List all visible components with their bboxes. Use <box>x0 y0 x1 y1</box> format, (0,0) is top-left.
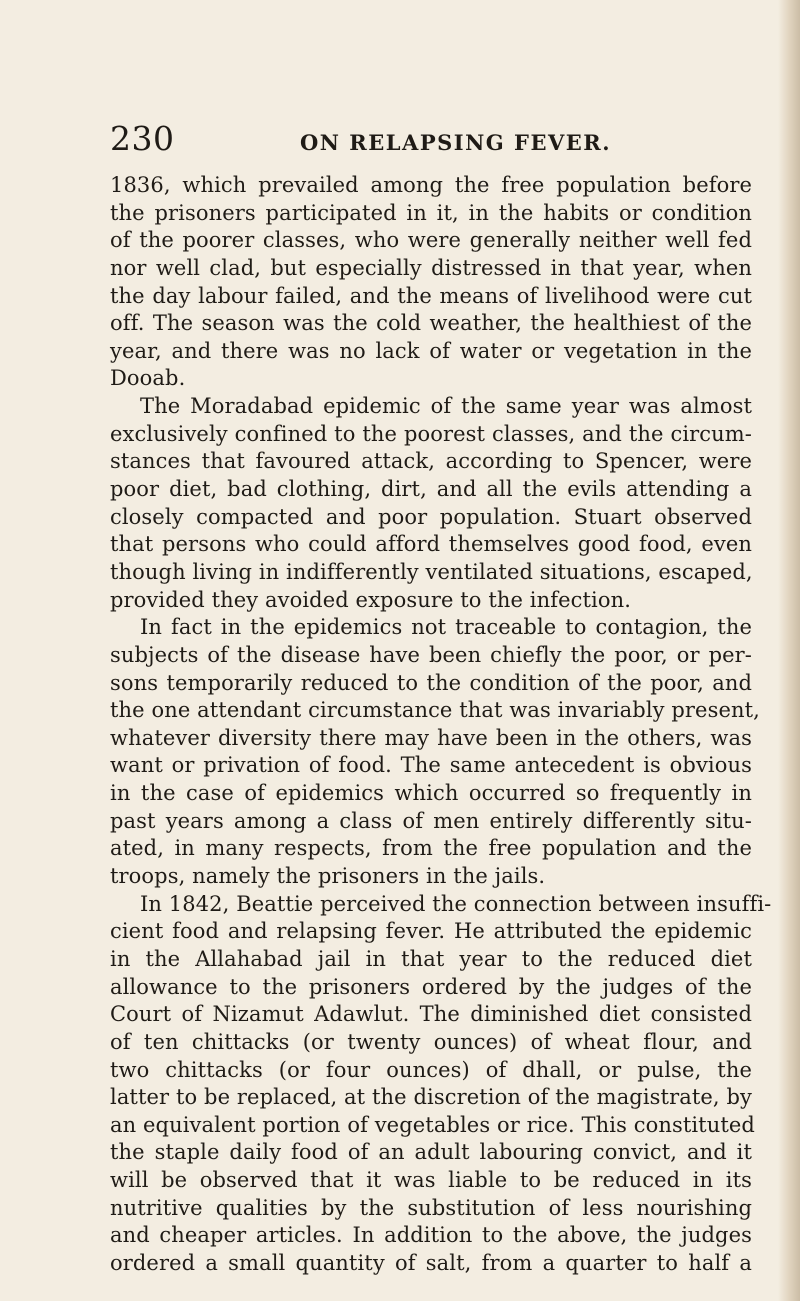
text-line-25: ated, in many respects, from the free population and the <box>110 836 752 861</box>
running-title: ON RELAPSING FEVER. <box>300 130 612 155</box>
text-line-39: and cheaper articles. In addition to the above, the judges <box>110 1223 752 1248</box>
text-line-4: nor well clad, but especially distressed in that year, when <box>110 255 752 280</box>
text-line-28: cient food and relapsing fever. He attributed the epidemic <box>110 919 752 944</box>
text-line-3: of the poorer classes, who were generally neither well fed <box>110 228 752 253</box>
text-line-9: The Moradabad epidemic of the same year was almost <box>140 394 752 419</box>
text-line-26: troops, namely the prisoners in the jails. <box>110 864 546 889</box>
text-line-18: subjects of the disease have been chiefly the poor, or per- <box>110 642 752 667</box>
text-line-12: poor diet, bad clothing, dirt, and all the evils attending a <box>110 477 752 502</box>
text-line-8: Dooab. <box>110 366 186 391</box>
text-line-33: two chittacks (or four ounces) of dhall, or pulse, the <box>110 1057 752 1082</box>
text-line-22: want or privation of food. The same antecedent is obvious <box>110 753 752 778</box>
page-header <box>110 119 750 162</box>
text-line-5: the day labour failed, and the means of livelihood were cut <box>110 283 752 308</box>
text-line-19: sons temporarily reduced to the condition of the poor, and <box>110 670 752 695</box>
text-line-15: though living in indifferently ventilated situations, escaped, <box>110 559 753 584</box>
text-line-37: will be observed that it was liable to be reduced in its <box>110 1168 752 1193</box>
text-line-14: that persons who could afford themselves good food, even <box>110 532 752 557</box>
text-line-20: the one attendant circumstance that was invariably present, <box>110 698 760 723</box>
text-line-35: an equivalent portion of vegetables or rice. This constituted <box>110 1112 755 1137</box>
text-line-38: nutritive qualities by the substitution of less nourishing <box>110 1195 752 1220</box>
text-line-29: in the Allahabad jail in that year to the reduced diet <box>110 946 752 971</box>
text-line-7: year, and there was no lack of water or vegetation in the <box>110 338 752 363</box>
text-line-32: of ten chittacks (or twenty ounces) of wheat flour, and <box>110 1029 752 1054</box>
text-line-36: the staple daily food of an adult labouring convict, and it <box>110 1140 752 1165</box>
text-line-10: exclusively confined to the poorest classes, and the circum- <box>110 421 752 446</box>
text-line-13: closely compacted and poor population. Stuart observed <box>110 504 752 529</box>
text-line-24: past years among a class of men entirely differently situ- <box>110 808 752 833</box>
scan-edge-shadow <box>778 0 800 1301</box>
text-line-30: allowance to the prisoners ordered by the judges of the <box>110 974 752 999</box>
text-line-17: In fact in the epidemics not traceable to contagion, the <box>140 615 752 640</box>
text-line-16: provided they avoided exposure to the infection. <box>110 587 631 612</box>
text-line-40: ordered a small quantity of salt, from a quarter to half a <box>110 1250 752 1275</box>
text-line-27: In 1842, Beattie perceived the connection between insuffi- <box>140 891 772 916</box>
text-line-11: stances that favoured attack, according to Spencer, were <box>110 449 752 474</box>
body-text <box>110 172 772 1278</box>
text-line-31: Court of Nizamut Adawlut. The diminished diet consisted <box>110 1002 752 1027</box>
text-line-2: the prisoners participated in it, in the habits or condition <box>110 200 752 225</box>
text-line-6: off. The season was the cold weather, the healthiest of the <box>110 311 752 336</box>
page-number: 230 <box>110 119 175 158</box>
text-line-21: whatever diversity there may have been in the others, was <box>110 725 752 750</box>
text-line-23: in the case of epidemics which occurred so frequently in <box>110 781 752 806</box>
text-line-34: latter to be replaced, at the discretion of the magistrate, by <box>110 1085 752 1110</box>
text-line-1: 1836, which prevailed among the free population before <box>110 173 752 197</box>
